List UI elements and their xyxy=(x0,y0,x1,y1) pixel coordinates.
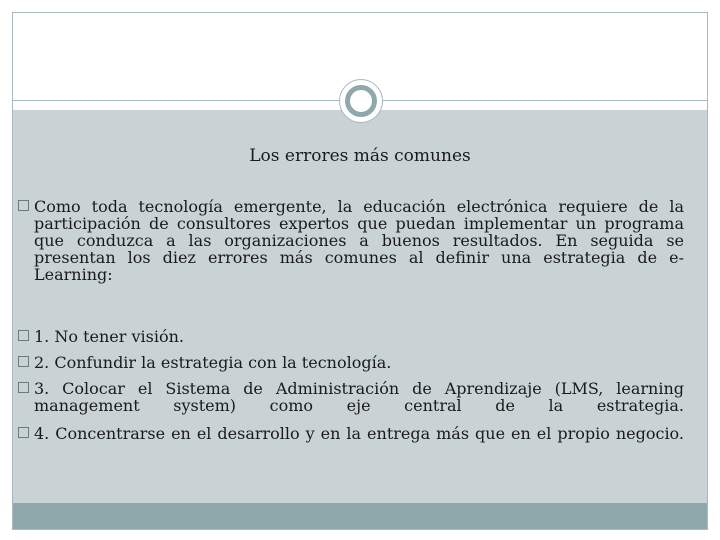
bullet-intro-text: Como toda tecnología emergente, la educación electrónica requiere de la participación de consultores expertos que puedan implementar un programa que conduzca a las organizaciones a buenos resultados. En seguida se presentan los diez errores más comunes al definir una estrategia de e-Learning: xyxy=(34,197,684,284)
bullet-intro xyxy=(34,198,684,300)
bullet-square-icon xyxy=(18,356,29,367)
bullet-item-4-text: 4. Concentrarse en el desarrollo y en la entrega más que en el propio negocio. xyxy=(34,424,684,443)
bullet-square-icon xyxy=(18,427,29,438)
bullet-item-3-text: 3. Colocar el Sistema de Administración de Aprendizaje (LMS, learning management system) como eje central de la estrategia. xyxy=(34,379,684,415)
slide-title: Los errores más comunes xyxy=(249,146,471,166)
bullet-item-1-text: 1. No tener visión. xyxy=(34,327,184,346)
bullet-square-icon xyxy=(18,382,29,393)
circle-ornament-ring xyxy=(345,85,377,117)
bullet-square-icon xyxy=(18,330,29,341)
bullet-item-2-text: 2. Confundir la estrategia con la tecnología. xyxy=(34,353,392,372)
bullet-item-4 xyxy=(34,425,684,459)
slide-footer-bar xyxy=(13,503,707,529)
bullet-item-1 xyxy=(34,328,684,345)
bullet-square-icon xyxy=(18,200,29,211)
circle-ornament-icon xyxy=(339,79,383,123)
bullet-item-2 xyxy=(34,354,684,371)
